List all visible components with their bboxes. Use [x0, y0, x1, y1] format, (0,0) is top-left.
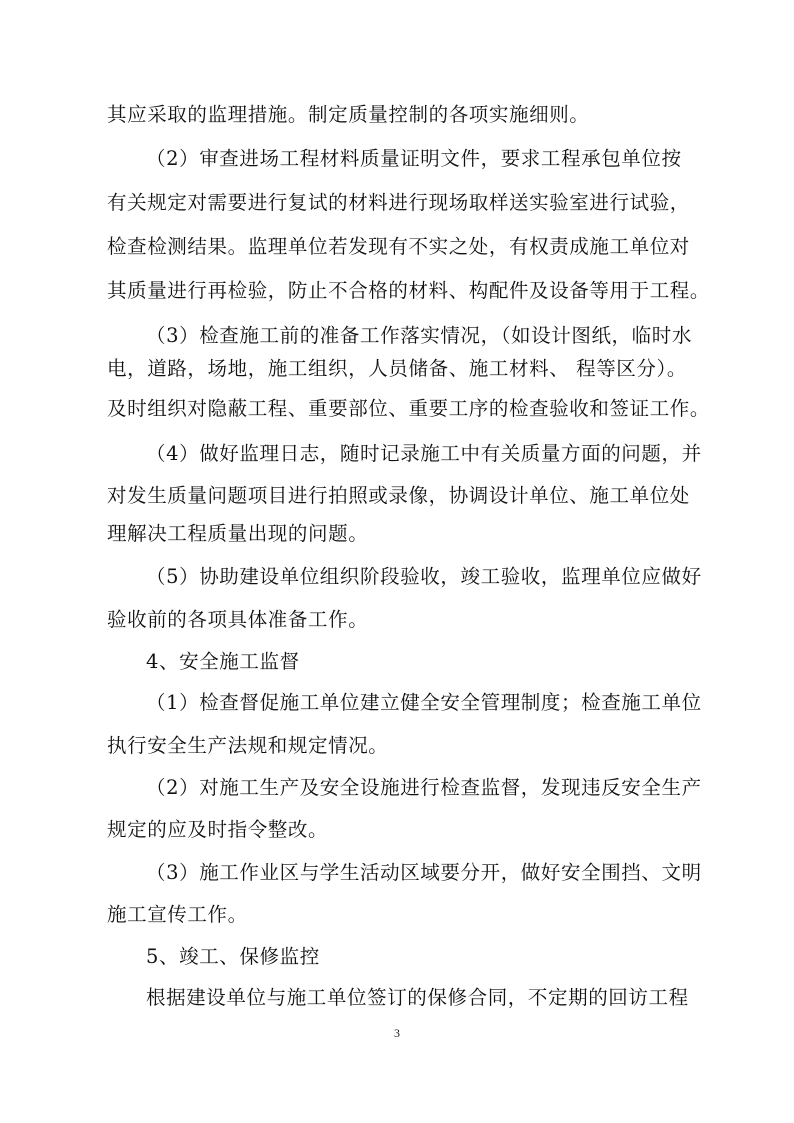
text-line: （4）做好监理日志，随时记录施工中有关质量方面的问题，并 [146, 442, 702, 465]
text-line: （2）对施工生产及安全设施进行检查监督，发现违反安全生产 [146, 776, 702, 799]
text-line: （3）检查施工前的准备工作落实情况，（如设计图纸，临时水 [146, 324, 692, 347]
text-line: 施工宣传工作。 [107, 903, 248, 926]
text-line: 规定的应及时指令整改。 [107, 818, 329, 841]
text-line: 根据建设单位与施工单位签订的保修合同，不定期的回访工程 [146, 986, 689, 1009]
text-line: 其质量进行再检验，防止不合格的材料、构配件及设备等用于工程。 [107, 279, 711, 302]
text-line: （1）检查督促施工单位建立健全安全管理制度；检查施工单位 [146, 691, 702, 714]
text-line: （5）协助建设单位组织阶段验收，竣工验收，监理单位应做好 [146, 565, 702, 588]
section-heading: 4、安全施工监督 [146, 650, 300, 673]
text-line: 执行安全生产法规和规定情况。 [107, 734, 389, 757]
page-number: 3 [394, 1026, 400, 1040]
text-line: 及时组织对隐蔽工程、重要部位、重要工序的检查验收和签证工作。 [107, 397, 711, 420]
text-line: 其应采取的监理措施。制定质量控制的各项实施细则。 [107, 103, 590, 126]
text-line: 验收前的各项具体准备工作。 [107, 608, 369, 631]
text-line: 理解决工程质量出现的问题。 [107, 522, 369, 545]
text-line: （2）审查进场工程材料质量证明文件，要求工程承包单位按 [146, 147, 682, 170]
text-line: 有关规定对需要进行复试的材料进行现场取样送实验室进行试验， [107, 191, 690, 214]
text-line: 对发生质量问题项目进行拍照或录像，协调设计单位、施工单位处 [107, 484, 690, 507]
text-line: 检查检测结果。监理单位若发现有不实之处，有权责成施工单位对 [107, 235, 690, 258]
section-heading: 5、竣工、保修监控 [146, 945, 320, 968]
text-line: （3）施工作业区与学生活动区域要分开，做好安全围挡、文明 [146, 861, 702, 884]
text-line: 电，道路，场地，施工组织，人员储备、施工材料、 程等区分）。 [107, 357, 687, 380]
